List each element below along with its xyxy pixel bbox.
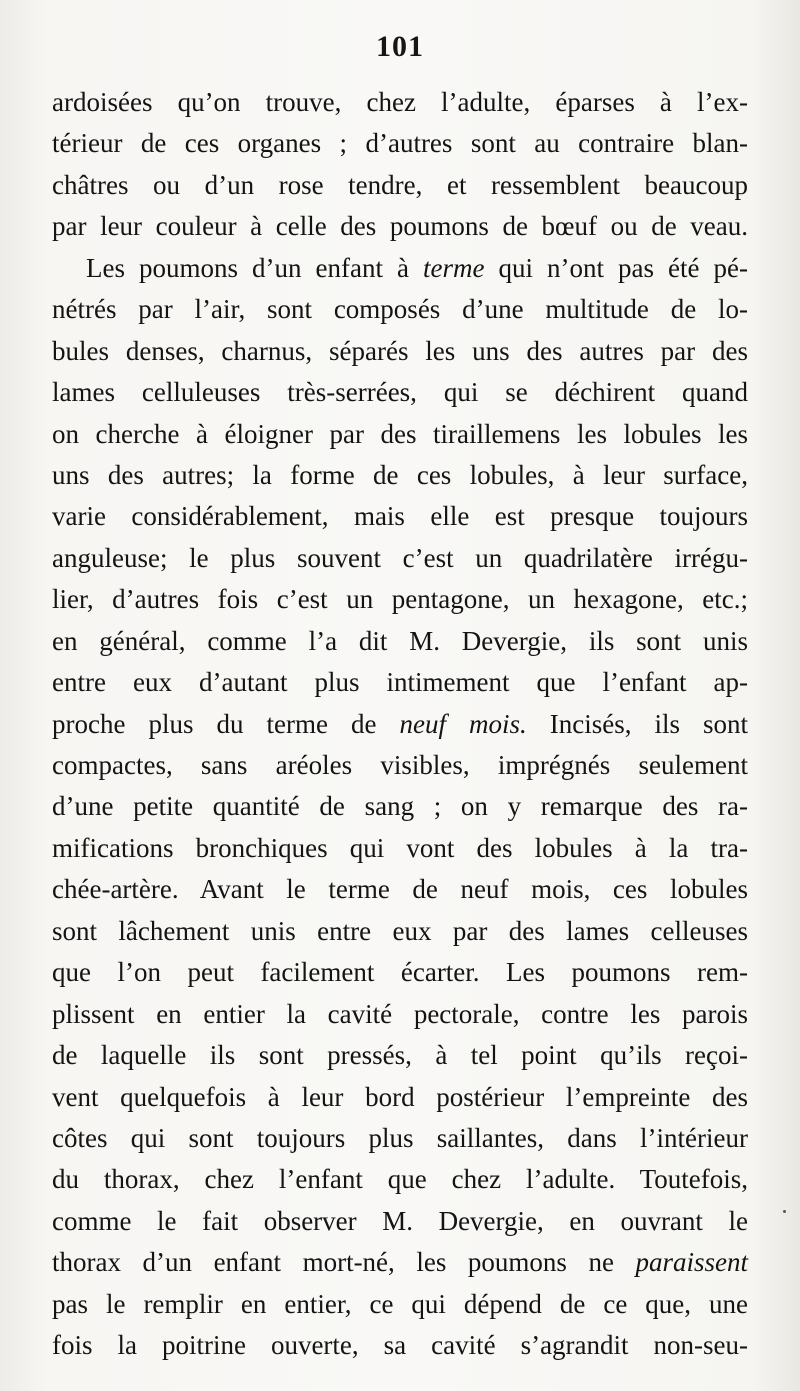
text-segment: Incisés, ils sont (526, 708, 749, 739)
text-segment: châtres ou d’un rose tendre, et ressemblent beaucoup (52, 169, 748, 200)
text-segment: d’une petite quantité de sang ; on y remarque des ra- (52, 791, 748, 822)
text-line (52, 579, 748, 620)
text-segment: chée-artère. Avant le terme de neuf mois, ces lobules (52, 874, 748, 905)
text-line (52, 123, 748, 164)
text-line (52, 704, 748, 745)
text-line (52, 206, 748, 247)
text-line (52, 911, 748, 952)
text-segment: entre eux d’autant plus intimement que l’enfant ap- (52, 667, 748, 698)
text-segment: du thorax, chez l’enfant que chez l’adulte. Toutefois, (52, 1164, 748, 1195)
text-segment: Les poumons d’un enfant à (86, 252, 423, 283)
text-line (52, 621, 748, 662)
page-number: 101 (376, 30, 424, 63)
text-line (52, 455, 748, 496)
text-line (52, 952, 748, 993)
text-segment: mifications bronchiques qui vont des lobules à la tra- (52, 832, 748, 863)
text-line (52, 1035, 748, 1076)
text-segment: varie considérablement, mais elle est presque toujours (52, 501, 748, 532)
text-segment: en général, comme l’a dit M. Devergie, ils sont unis (52, 625, 748, 656)
text-line (52, 1284, 748, 1325)
text-line (52, 745, 748, 786)
text-segment: ardoisées qu’on trouve, chez l’adulte, éparses à l’ex- (52, 87, 748, 117)
italic-text: neuf mois. (399, 708, 527, 739)
text-segment: thorax d’un enfant mort-né, les poumons ne (52, 1247, 636, 1278)
text-segment: uns des autres; la forme de ces lobules, à leur surface, (52, 459, 748, 490)
text-segment: lier, d’autres fois c’est un pentagone, un hexagone, etc.; (52, 584, 748, 615)
text-line (52, 662, 748, 703)
text-segment: qui n’ont pas été pé- (484, 252, 748, 283)
text-segment: proche plus du terme de (52, 708, 400, 739)
italic-text: terme (423, 252, 485, 283)
text-segment: plissent en entier la cavité pectorale, contre les parois (52, 998, 748, 1029)
text-segment: de laquelle ils sont pressés, à tel point qu’ils reçoi- (52, 1040, 748, 1071)
text-line (52, 331, 748, 372)
text-line (52, 1118, 748, 1159)
text-segment: comme le fait observer M. Devergie, en ouvrant le (52, 1205, 748, 1236)
text-segment: on cherche à éloigner par des tiraillemens les lobules les (52, 418, 748, 449)
text-segment: nétrés par l’air, sont composés d’une multitude de lo- (52, 294, 748, 325)
text-segment: pas le remplir en entier, ce qui dépend de ce que, une (52, 1288, 748, 1319)
body-text (52, 82, 748, 1367)
text-line (52, 289, 748, 330)
text-line (52, 1242, 748, 1283)
print-speck (783, 1210, 786, 1213)
text-line (52, 496, 748, 537)
text-segment: fois la poitrine ouverte, sa cavité s’agrandit non-seu- (52, 1330, 748, 1361)
text-line (52, 828, 748, 869)
text-segment: que l’on peut facilement écarter. Les poumons rem- (52, 957, 748, 988)
text-segment: côtes qui sont toujours plus saillantes, dans l’intérieur (52, 1122, 748, 1153)
text-segment: sont lâchement unis entre eux par des lames celleuses (52, 915, 748, 946)
text-line (52, 869, 748, 910)
text-segment: lames celluleuses très-serrées, qui se déchirent quand (52, 377, 748, 408)
text-segment: par leur couleur à celle des poumons de bœuf ou de veau. (52, 211, 748, 242)
text-line (52, 1325, 748, 1366)
text-line (52, 165, 748, 206)
text-segment: vent quelquefois à leur bord postérieur l’empreinte des (52, 1081, 748, 1112)
text-line (52, 82, 748, 123)
text-line (52, 414, 748, 455)
text-line (52, 538, 748, 579)
text-segment: compactes, sans aréoles visibles, imprégnés seulement (52, 750, 748, 780)
text-line (52, 1077, 748, 1118)
italic-text: paraissent (635, 1247, 748, 1278)
text-line (52, 1201, 748, 1242)
text-line (52, 372, 748, 413)
text-line (52, 994, 748, 1035)
text-line (52, 786, 748, 827)
text-segment: bules denses, charnus, séparés les uns des autres par des (52, 335, 748, 366)
text-line (52, 1159, 748, 1200)
text-segment: anguleuse; le plus souvent c’est un quadrilatère irrégu- (52, 542, 748, 573)
text-segment: térieur de ces organes ; d’autres sont au contraire blan- (52, 128, 748, 159)
text-line (52, 248, 748, 289)
